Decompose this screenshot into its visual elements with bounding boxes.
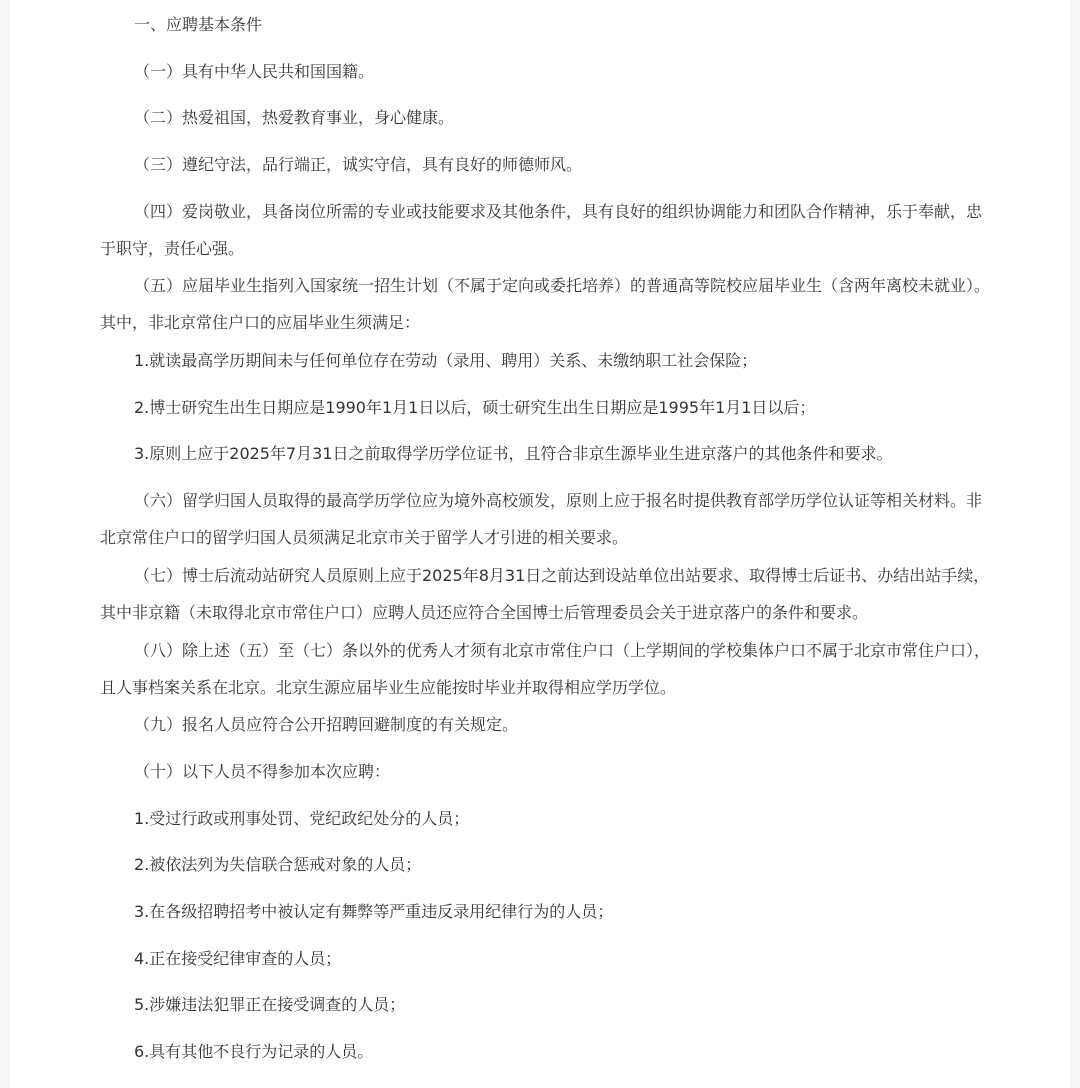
paragraph-condition-5-item-3: 3.原则上应于2025年7月31日之前取得学历学位证书，且符合非京生源毕业生进京落户的其他条件和要求。 xyxy=(134,444,893,463)
paragraph-condition-10-item-3: 3.在各级招聘招考中被认定有舞弊等严重违反录用纪律行为的人员； xyxy=(134,902,614,921)
article-page xyxy=(10,0,1070,1088)
paragraph-condition-5: （五）应届毕业生指列入国家统一招生计划（不属于定向或委托培养）的普通高等院校应届毕业生（含两年离校未就业）。其中，非北京常住户口的应届毕业生须满足： xyxy=(100,276,991,332)
paragraph-condition-5-item-2: 2.博士研究生出生日期应是1990年1月1日以后，硕士研究生出生日期应是1995年1月1日以后； xyxy=(134,398,816,417)
paragraph-condition-7: （七）博士后流动站研究人员原则上应于2025年8月31日之前达到设站单位出站要求、取得博士后证书、办结出站手续，其中非京籍（未取得北京市常住户口）应聘人员还应符合全国博士后管理委员会关于进京落户的条件和要求。 xyxy=(100,566,990,622)
paragraph-condition-5-item-1: 1.就读最高学历期间未与任何单位存在劳动（录用、聘用）关系、未缴纳职工社会保险； xyxy=(134,351,758,370)
paragraph-condition-10-item-4: 4.正在接受纪律审查的人员； xyxy=(134,949,342,968)
paragraph-condition-10-item-2: 2.被依法列为失信联合惩戒对象的人员； xyxy=(134,855,422,874)
paragraph-condition-2: （二）热爱祖国，热爱教育事业，身心健康。 xyxy=(134,108,455,127)
paragraph-condition-4: （四）爱岗敬业，具备岗位所需的专业或技能要求及其他条件，具有良好的组织协调能力和团队合作精神，乐于奉献，忠于职守，责任心强。 xyxy=(100,202,983,258)
paragraph-condition-10-item-6: 6.具有其他不良行为记录的人员。 xyxy=(134,1042,374,1061)
paragraph-condition-10: （十）以下人员不得参加本次应聘： xyxy=(134,762,391,781)
paragraph-condition-6: （六）留学归国人员取得的最高学历学位应为境外高校颁发，原则上应于报名时提供教育部学历学位认证等相关材料。非北京常住户口的留学归国人员须满足北京市关于留学人才引进的相关要求。 xyxy=(100,491,983,547)
paragraph-condition-10-item-1: 1.受过行政或刑事处罚、党纪政纪处分的人员； xyxy=(134,809,470,828)
paragraph-condition-8: （八）除上述（五）至（七）条以外的优秀人才须有北京市常住户口（上学期间的学校集体户口不属于北京市常住户口），且人事档案关系在北京。北京生源应届毕业生应能按时毕业并取得相应学历学位。 xyxy=(100,641,991,697)
paragraph-condition-10-item-5: 5.涉嫌违法犯罪正在接受调查的人员； xyxy=(134,995,406,1014)
paragraph-condition-9: （九）报名人员应符合公开招聘回避制度的有关规定。 xyxy=(134,715,519,734)
section-heading: 一、应聘基本条件 xyxy=(134,15,263,34)
paragraph-condition-3: （三）遵纪守法，品行端正，诚实守信，具有良好的师德师风。 xyxy=(134,155,583,174)
paragraph-condition-1: （一）具有中华人民共和国国籍。 xyxy=(134,62,375,81)
